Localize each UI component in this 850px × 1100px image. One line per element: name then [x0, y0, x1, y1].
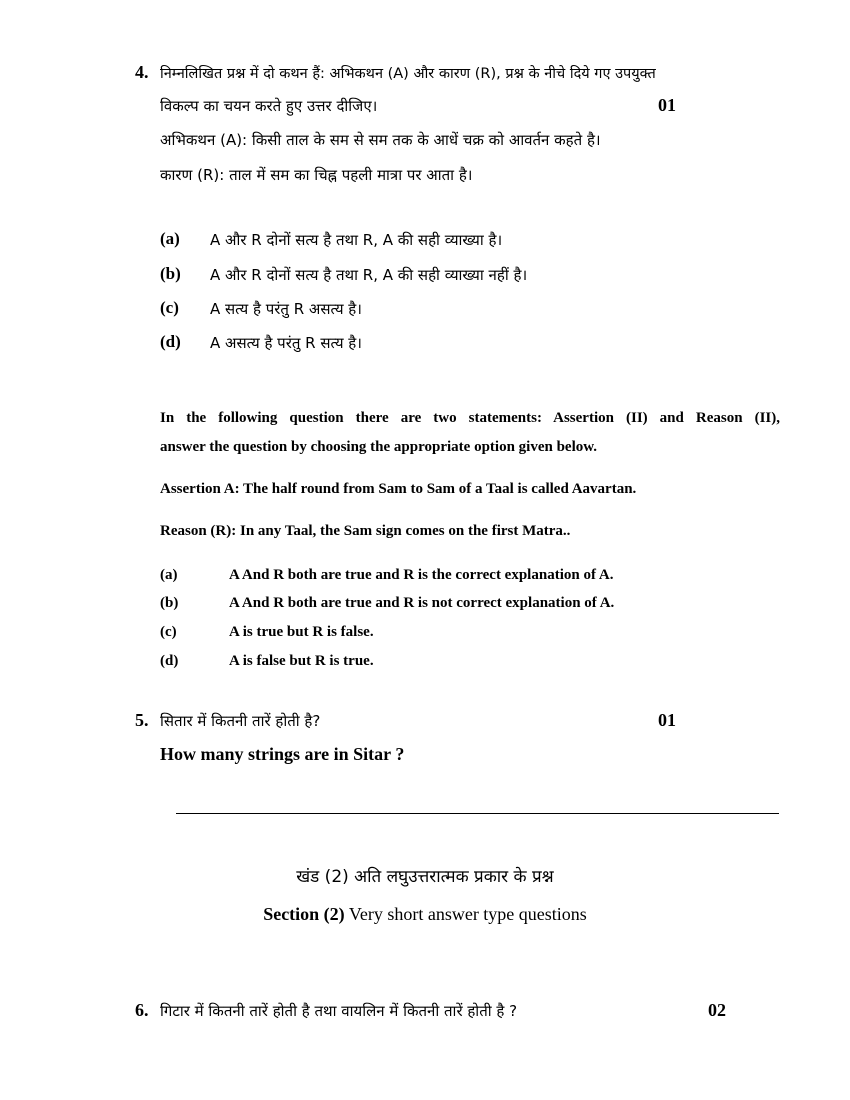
q4-english-option-b-label: (b)	[160, 595, 179, 611]
q4-assertion-hindi: अभिकथन (A): किसी ताल के सम से सम तक के आधें चक्र को आवर्तन कहते है।	[160, 131, 601, 149]
q4-hindi-option-a-label: (a)	[160, 229, 180, 248]
q4-reason-english: Reason (R): In any Taal, the Sam sign comes on the first Matra..	[160, 523, 571, 539]
section-divider	[176, 813, 779, 814]
section-heading-english	[0, 904, 850, 925]
q4-hindi-option-c-label: (c)	[160, 298, 179, 317]
section-heading-english-rest: Very short answer type questions	[344, 904, 587, 924]
q4-hindi-option-c: A सत्य है परंतु R असत्य है।	[210, 300, 362, 318]
q4-english-option-d-label: (d)	[160, 653, 179, 669]
q4-hindi-option-a: A और R दोनों सत्य है तथा R, A की सही व्याख्या है।	[210, 231, 503, 249]
q4-reason-hindi: कारण (R): ताल में सम का चिह्न पहली मात्रा पर आता है।	[160, 166, 473, 184]
q5-english: How many strings are in Sitar ?	[160, 744, 405, 764]
q4-hindi-option-d: A असत्य है परंतु R सत्य है।	[210, 334, 362, 352]
q6-marks: 02	[708, 1000, 726, 1020]
section-heading-english-bold: Section (2)	[263, 904, 345, 924]
q4-marks: 01	[658, 95, 676, 115]
q6-hindi: गिटार में कितनी तारें होती है तथा वायलिन में कितनी तारें होती है ?	[160, 1002, 518, 1020]
q4-hindi-option-b: A और R दोनों सत्य है तथा R, A की सही व्याख्या नहीं है।	[210, 266, 528, 284]
q4-english-line2: answer the question by choosing the appropriate option given below.	[160, 439, 597, 455]
q4-hindi-line1: निम्नलिखित प्रश्न में दो कथन हैं: अभिकथन (A) और कारण (R), प्रश्न के नीचे दिये गए उपयुक्त	[160, 66, 656, 82]
q4-number: 4.	[135, 62, 149, 82]
q4-hindi-option-d-label: (d)	[160, 332, 181, 351]
q6-number: 6.	[135, 1000, 149, 1020]
q4-english-line1: In the following question there are two statements: Assertion (II) and Reason (II),	[160, 410, 780, 426]
q4-english-option-c-label: (c)	[160, 624, 177, 640]
q5-hindi: सितार में कितनी तारें होती है?	[160, 712, 321, 730]
q5-number: 5.	[135, 710, 149, 730]
q4-english-option-a: A And R both are true and R is the correct explanation of A.	[229, 567, 614, 583]
q4-english-option-a-label: (a)	[160, 567, 178, 583]
q4-english-option-d: A is false but R is true.	[229, 653, 374, 669]
q4-hindi-line2: विकल्प का चयन करते हुए उत्तर दीजिए।	[160, 97, 378, 115]
q4-hindi-option-b-label: (b)	[160, 264, 181, 283]
q4-english-option-b: A And R both are true and R is not correct explanation of A.	[229, 595, 615, 611]
q4-english-option-c: A is true but R is false.	[229, 624, 374, 640]
section-heading-hindi: खंड (2) अति लघुउत्तरात्मक प्रकार के प्रश्न	[296, 867, 554, 887]
q4-assertion-english: Assertion A: The half round from Sam to Sam of a Taal is called Aavartan.	[160, 481, 637, 497]
q5-marks: 01	[658, 710, 676, 730]
